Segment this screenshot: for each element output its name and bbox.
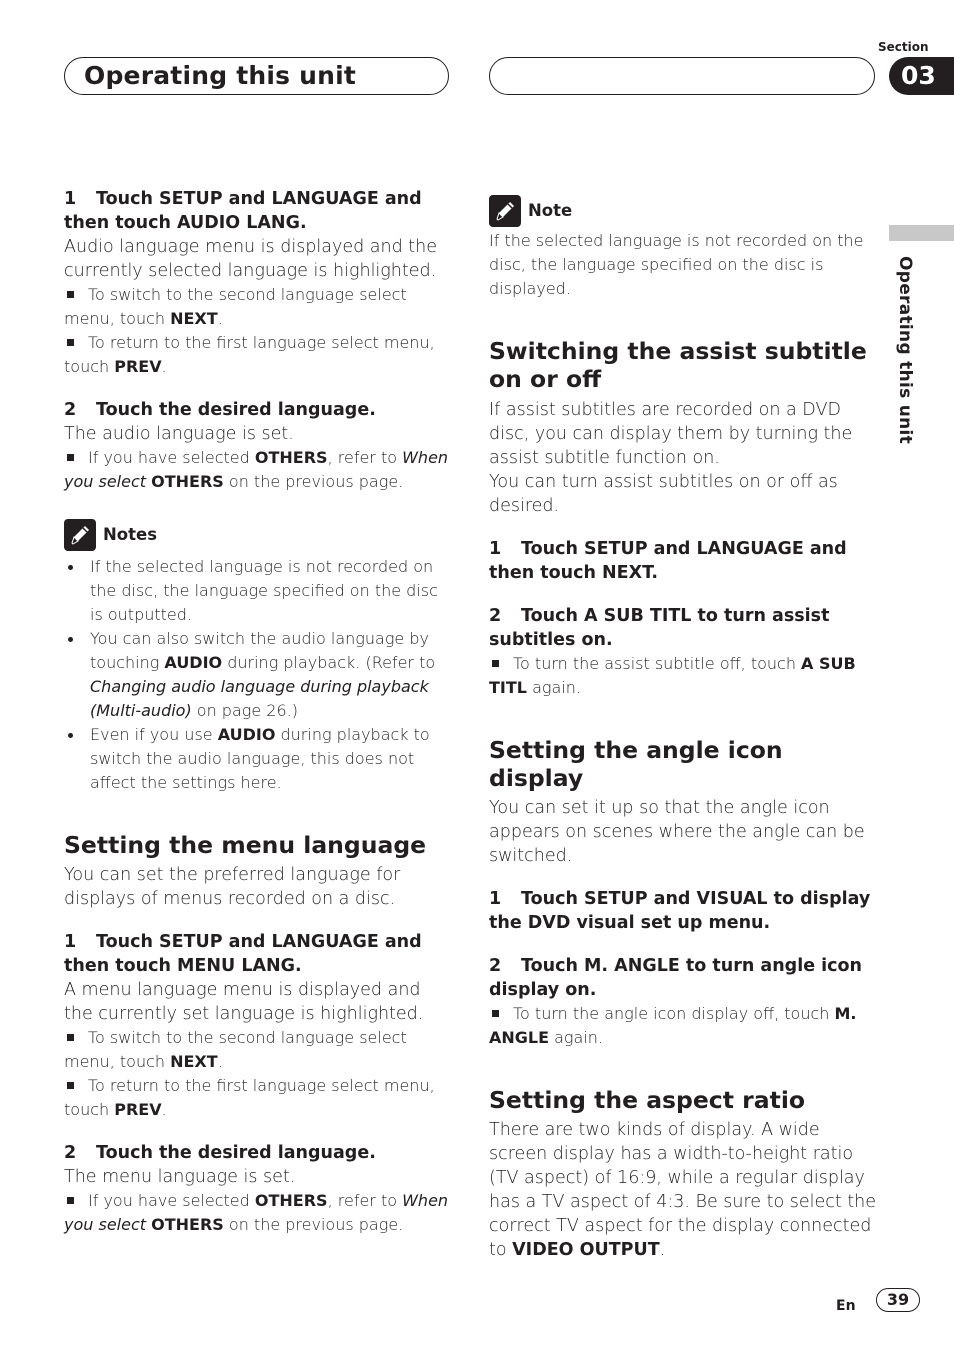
bullet-angle-off: To turn the angle icon display off, touch M. ANGLE again. [489, 1004, 857, 1047]
angle-icon-heading: Setting the angle icon display [489, 736, 783, 792]
step-1-menu: 1 Touch SETUP and LANGUAGE and then touch MENU LANG. [64, 932, 422, 976]
right-column [489, 195, 878, 1262]
section-number-badge: 03 [889, 57, 954, 95]
square-bullet-icon [492, 1010, 499, 1017]
menu-step-1-description: A menu language menu is displayed and the currently set language is highlighted. [64, 980, 424, 1024]
menu-language-intro: You can set the preferred language for displays of menus recorded on a disc. [64, 865, 401, 909]
pencil-note-icon [64, 519, 96, 551]
step-1-angle: 1 Touch SETUP and VISUAL to display the DVD visual set up menu. [489, 889, 871, 933]
pencil-note-icon [489, 195, 521, 227]
footer-language: En [836, 1298, 856, 1314]
aspect-ratio-heading: Setting the aspect ratio [489, 1086, 806, 1114]
square-bullet-icon [67, 1034, 74, 1041]
left-column [64, 187, 449, 1237]
step-1-assist: 1 Touch SETUP and LANGUAGE and then touch NEXT. [489, 539, 847, 583]
assist-subtitle-heading: Switching the assist subtitle on or off [489, 337, 867, 393]
square-bullet-icon [67, 1082, 74, 1089]
bullet-assist-off: To turn the assist subtitle off, touch A SUB TITL again. [489, 654, 856, 697]
square-bullet-icon [67, 339, 74, 346]
bullet-next: To switch to the second language select menu, touch NEXT. [64, 1028, 407, 1071]
side-tab-label: Operating this unit [895, 256, 915, 445]
step-2-menu: 2 Touch the desired language. [64, 1143, 376, 1163]
square-bullet-icon [67, 454, 74, 461]
step-2-description: The audio language is set. [64, 424, 294, 444]
step-1-description: Audio language menu is displayed and the currently selected language is highlighted. [64, 237, 438, 281]
notes-heading: Notes [64, 519, 449, 551]
note-item: Even if you use AUDIO during playback to switch the audio language, this does not affect the settings here. [64, 723, 449, 795]
aspect-paragraph: There are two kinds of display. A wide screen display has a width-to-height ratio (TV aspect) of 16:9, while a regular display has a TV aspect of 4:3. Be sure to select the correct TV aspect for the display connected to VIDEO OUTPUT. [489, 1120, 877, 1260]
step-2-angle: 2 Touch M. ANGLE to turn angle icon display on. [489, 956, 863, 1000]
note-item: If the selected language is not recorded on the disc, the language specified on the disc is outputted. [64, 555, 449, 627]
bullet-others: If you have selected OTHERS, refer to When you select OTHERS on the previous page. [64, 1191, 449, 1234]
bullet-next: To switch to the second language select menu, touch NEXT. [64, 285, 407, 328]
menu-step-2-description: The menu language is set. [64, 1167, 296, 1187]
step-2-assist: 2 Touch A SUB TITL to turn assist subtitles on. [489, 606, 830, 650]
step-1-audio: 1 Touch SETUP and LANGUAGE and then touch AUDIO LANG. [64, 189, 422, 233]
note-heading: Note [489, 195, 878, 227]
step-2-audio: 2 Touch the desired language. [64, 400, 376, 420]
square-bullet-icon [67, 291, 74, 298]
note-text: If the selected language is not recorded on the disc, the language specified on the disc is displayed. [489, 231, 864, 298]
side-tab-bar [889, 225, 954, 241]
angle-paragraph: You can set it up so that the angle icon appears on scenes where the angle can be switched. [489, 798, 865, 866]
bullet-prev: To return to the first language select menu, touch PREV. [64, 1076, 435, 1119]
bullet-prev: To return to the first language select menu, touch PREV. [64, 333, 435, 376]
assist-paragraph-1: If assist subtitles are recorded on a DVD disc, you can display them by turning the assist subtitle function on. [489, 400, 853, 468]
bullet-others: If you have selected OTHERS, refer to When you select OTHERS on the previous page. [64, 448, 449, 491]
square-bullet-icon [492, 660, 499, 667]
page-number: 39 [876, 1288, 920, 1312]
notes-list [64, 555, 449, 795]
square-bullet-icon [67, 1197, 74, 1204]
header-blank-frame [489, 57, 875, 95]
note-item: You can also switch the audio language by touching AUDIO during playback. (Refer to Changing audio language during playback (Multi-audio) on page 26.) [64, 627, 449, 723]
page-title: Operating this unit [84, 61, 357, 90]
assist-paragraph-2: You can turn assist subtitles on or off as desired. [489, 472, 838, 516]
menu-language-heading: Setting the menu language [64, 831, 427, 859]
section-label: Section [878, 40, 929, 54]
